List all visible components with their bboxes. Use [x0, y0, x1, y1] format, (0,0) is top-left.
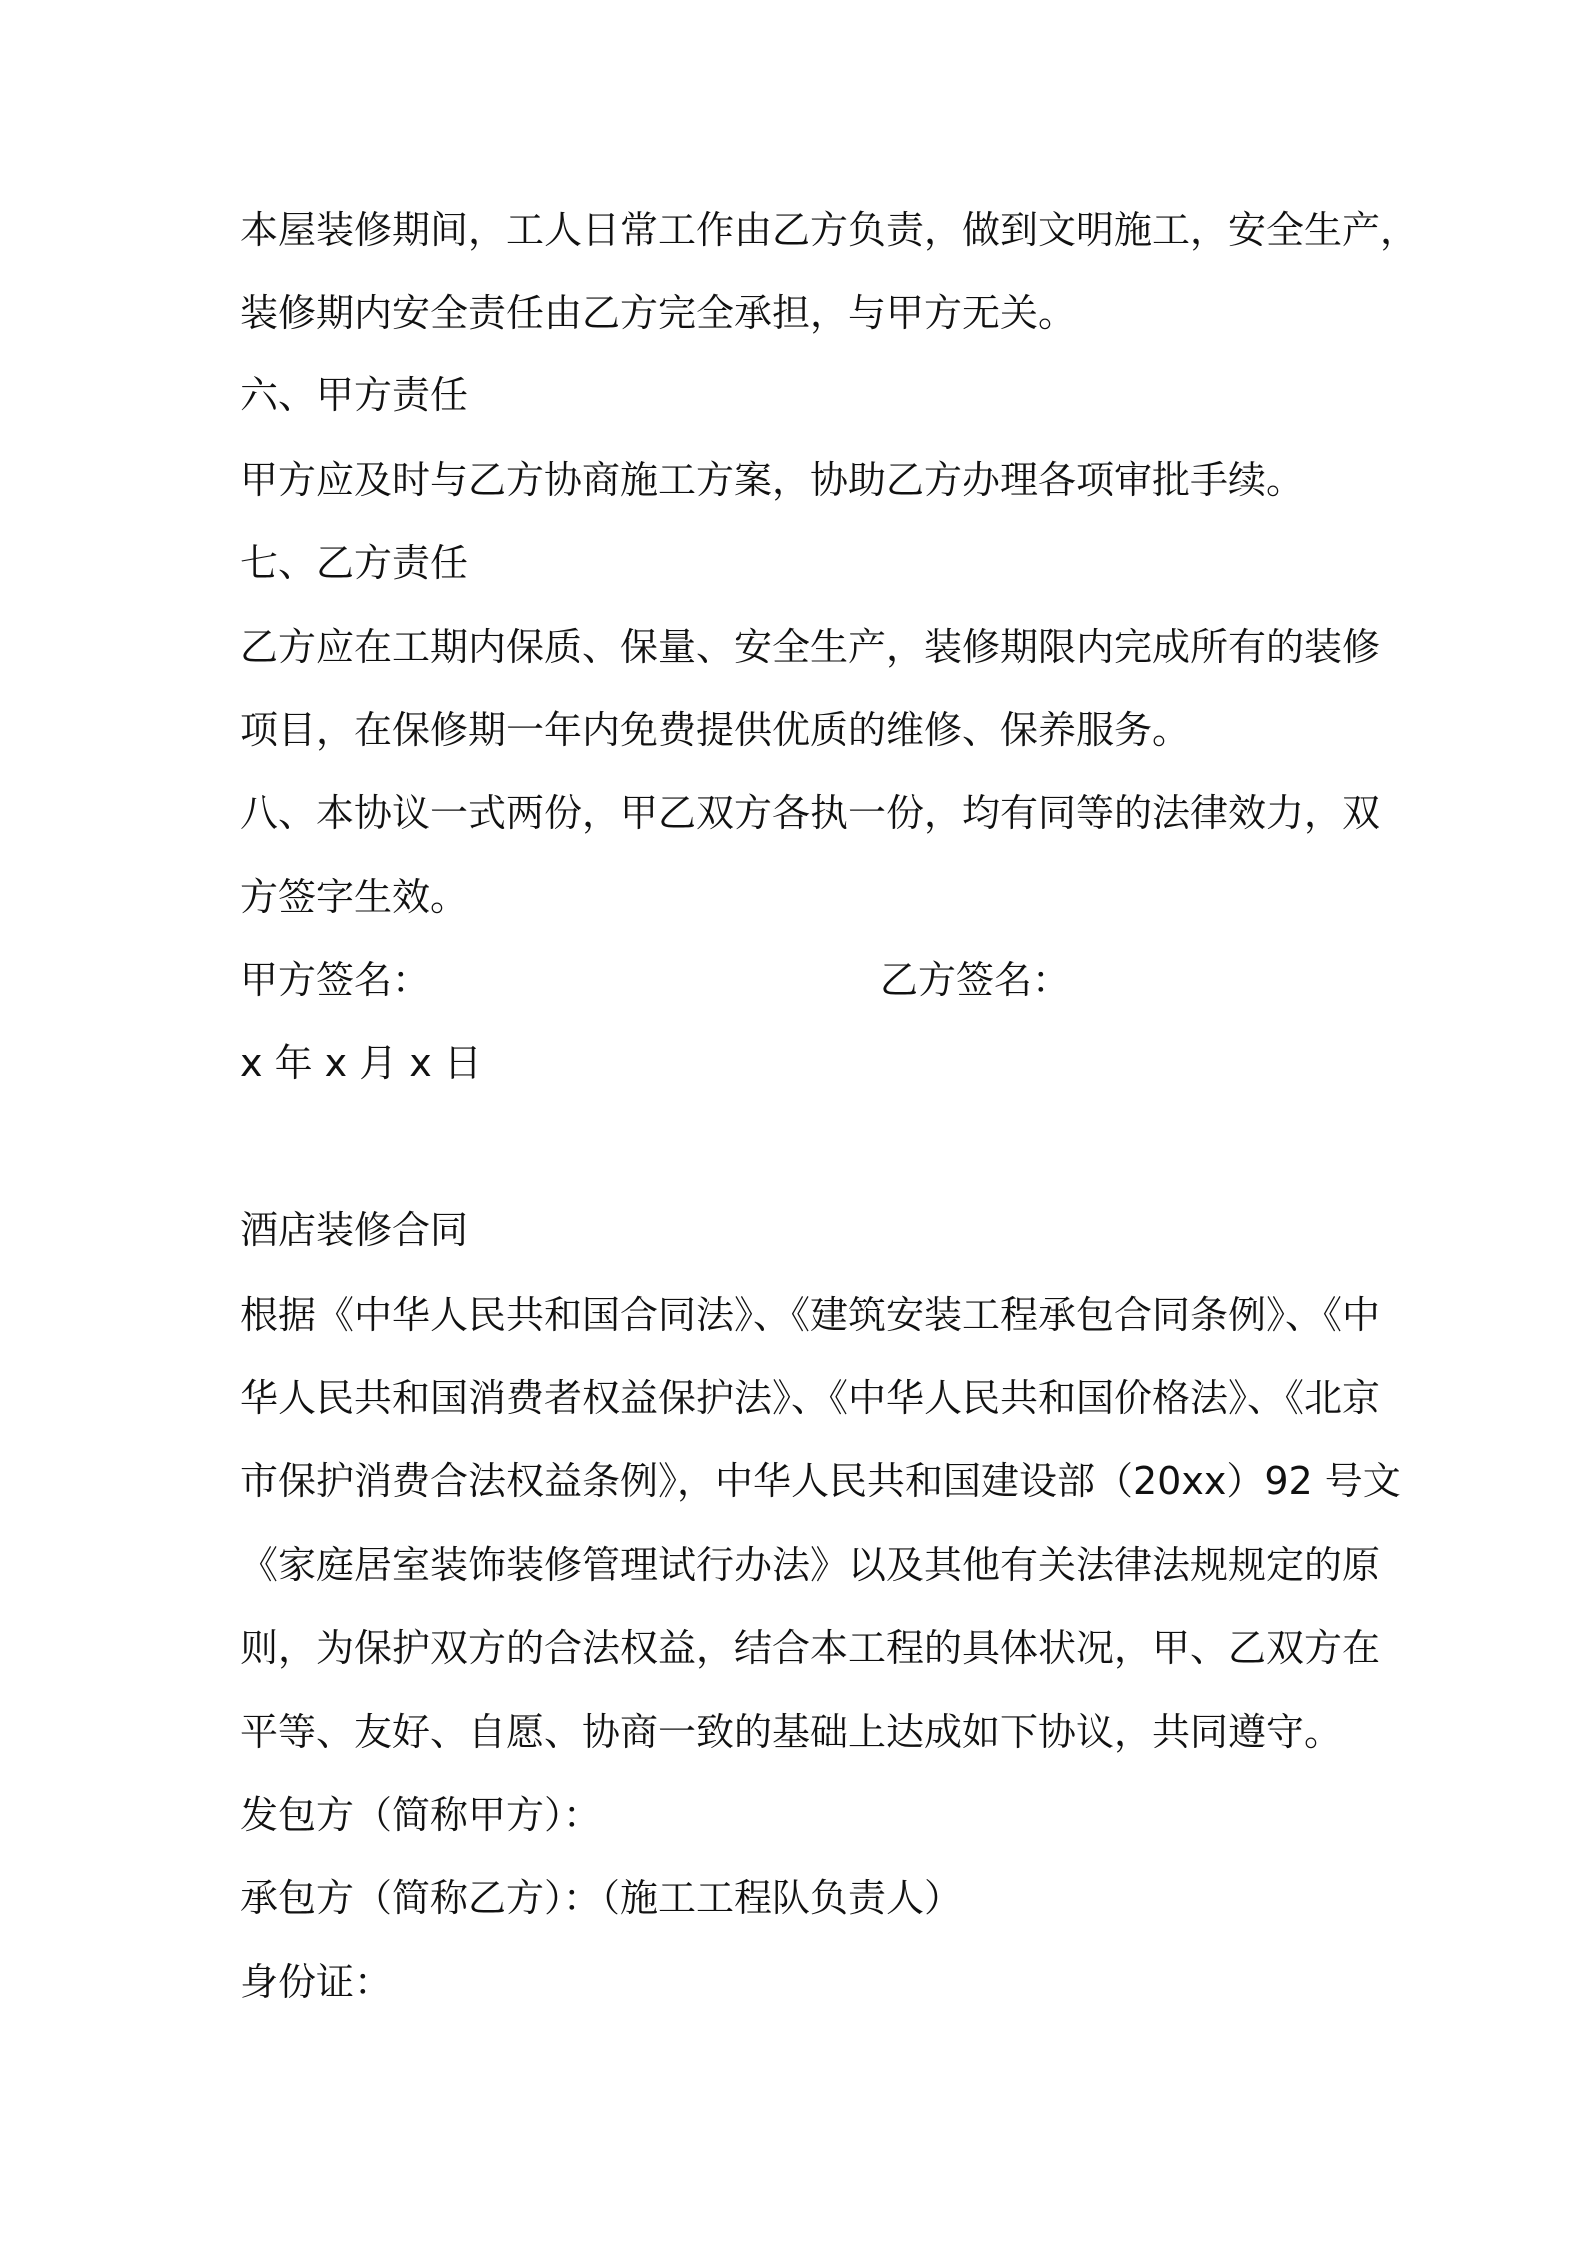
- second-contract-line-3: 市保护消费合法权益条例》，中华人民共和国建设部（20xx）92 号文: [240, 1459, 1401, 1503]
- second-contract-line-4: 《家庭居室装饰装修管理试行办法》以及其他有关法律法规规定的原: [240, 1543, 1381, 1587]
- body-line-1: 本屋装修期间，工人日常工作由乙方负责，做到文明施工，安全生产，: [240, 208, 1419, 252]
- second-contract-line-5: 则，为保护双方的合法权益，结合本工程的具体状况，甲、乙双方在: [240, 1626, 1381, 1670]
- id-card-field-label: 身份证：: [240, 1960, 393, 2004]
- body-line-3: 甲方应及时与乙方协商施工方案，协助乙方办理各项审批手续。: [240, 458, 1305, 502]
- contractor-field-label: 承包方（简称乙方）：（施工工程队负责人）: [240, 1876, 963, 1920]
- second-contract-line-2: 华人民共和国消费者权益保护法》、《中华人民共和国价格法》、《北京: [240, 1376, 1381, 1420]
- party-a-signature-label: 甲方签名：: [240, 958, 431, 1002]
- date-line: x 年 x 月 x 日: [240, 1041, 482, 1085]
- party-b-signature-label: 乙方签名：: [880, 958, 1071, 1002]
- body-line-6: 八、本协议一式两份，甲乙双方各执一份，均有同等的法律效力，双: [240, 791, 1381, 835]
- employer-field-label: 发包方（简称甲方）：: [240, 1793, 602, 1837]
- body-line-7: 方签字生效。: [240, 875, 469, 919]
- second-contract-line-1: 根据《中华人民共和国合同法》、《建筑安装工程承包合同条例》、《中: [240, 1293, 1381, 1337]
- section-heading-7: 七、乙方责任: [240, 541, 469, 585]
- body-line-2: 装修期内安全责任由乙方完全承担，与甲方无关。: [240, 291, 1077, 335]
- body-line-4: 乙方应在工期内保质、保量、安全生产，装修期限内完成所有的装修: [240, 625, 1381, 669]
- second-contract-line-6: 平等、友好、自愿、协商一致的基础上达成如下协议，共同遵守。: [240, 1710, 1343, 1754]
- body-line-5: 项目，在保修期一年内免费提供优质的维修、保养服务。: [240, 708, 1191, 752]
- second-contract-title: 酒店装修合同: [240, 1208, 469, 1252]
- section-heading-6: 六、甲方责任: [240, 373, 469, 417]
